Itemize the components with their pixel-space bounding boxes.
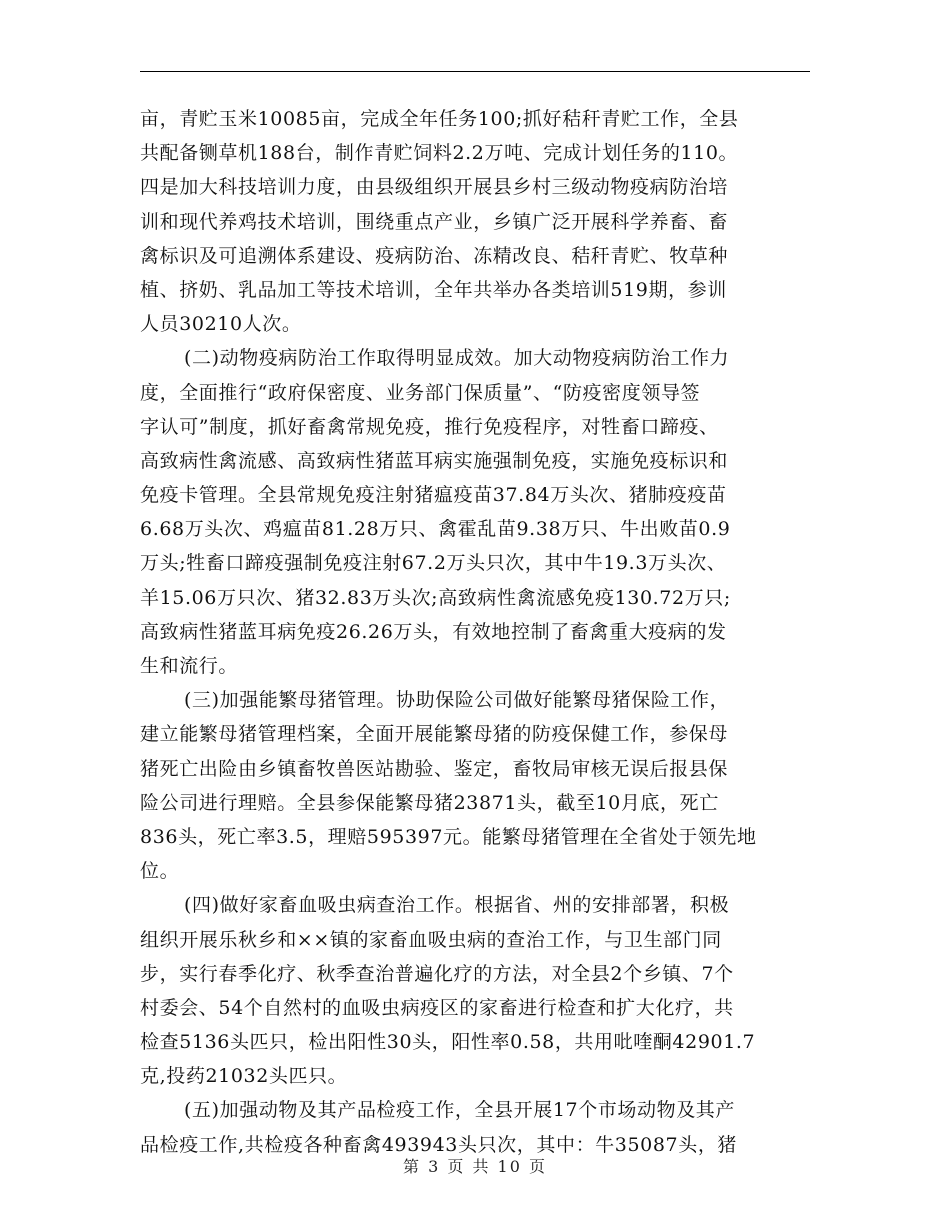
page-footer: 第 3 页 共 10 页 (403, 1157, 547, 1176)
text-line: 村委会、54个自然村的血吸虫病疫区的家畜进行检查和扩大化疗，共 (140, 996, 734, 1019)
text-line: 人员30210人次。 (140, 313, 302, 336)
body-text (140, 102, 810, 1162)
text-line: 禽标识及可追溯体系建设、疫病防治、冻精改良、秸秆青贮、牧草种 (140, 244, 729, 267)
text-line: 位。 (140, 860, 180, 883)
header-rule (140, 71, 810, 72)
text-line: 克,投药21032头匹只。 (140, 1065, 348, 1088)
text-line: 字认可”制度，抓好畜禽常规免疫，推行免疫程序，对牲畜口蹄疫、 (140, 415, 719, 438)
text-line: 6.68万头次、鸡瘟苗81.28万只、禽霍乱苗9.38万只、牛出败苗0.9 (140, 518, 731, 541)
paragraph-heading-4: (四)做好家畜血吸虫病查治工作。根据省、州的安排部署，积极 (184, 894, 730, 917)
text-line: 品检疫工作,共检疫各种畜禽493943头只次，其中：牛35087头，猪 (140, 1133, 738, 1156)
text-line: 836头，死亡率3.5，理赔595397元。能繁母猪管理在全省处于领先地 (140, 825, 757, 848)
text-line: 四是加大科技培训力度，由县级组织开展县乡村三级动物疫病防治培 (140, 176, 729, 199)
text-line: 植、挤奶、乳品加工等技术培训，全年共举办各类培训519期，参训 (140, 278, 727, 301)
text-line: 步，实行春季化疗、秋季查治普遍化疗的方法，对全县2个乡镇、7个 (140, 962, 734, 985)
text-line: 羊15.06万只次、猪32.83万头次;高致病性禽流感免疫130.72万只; (140, 586, 731, 609)
text-line: 生和流行。 (140, 655, 239, 677)
paragraph-heading-3: (三)加强能繁母猪管理。协助保险公司做好能繁母猪保险工作， (184, 689, 730, 712)
text-line: 免疫卡管理。全县常规免疫注射猪瘟疫苗37.84万头次、猪肺疫疫苗 (140, 484, 727, 507)
text-line: 高致病性猪蓝耳病免疫26.26万头，有效地控制了畜禽重大疫病的发 (140, 620, 727, 643)
text-line: 训和现代养鸡技术培训，围绕重点产业，乡镇广泛开展科学养畜、畜 (140, 210, 729, 233)
text-line: 共配备铡草机188台，制作青贮饲料2.2万吨、完成计划任务的110。 (140, 142, 739, 165)
text-line: 险公司进行理赔。全县参保能繁母猪23871头，截至10月底，死亡 (140, 791, 719, 814)
text-line: 组织开展乐秋乡和××镇的家畜血吸虫病的查治工作，与卫生部门同 (140, 928, 722, 951)
text-line: 检查5136头匹只，检出阳性30头，阳性率0.58，共用吡喹酮42901.7 (140, 1031, 756, 1054)
paragraph-heading-5: (五)加强动物及其产品检疫工作，全县开展17个市场动物及其产 (184, 1099, 736, 1122)
text-line: 猪死亡出险由乡镇畜牧兽医站勘验、鉴定，畜牧局审核无误后报县保 (140, 757, 729, 780)
text-line: 万头;牲畜口蹄疫强制免疫注射67.2万头只次，其中牛19.3万头次、 (140, 552, 727, 575)
paragraph-heading-2: (二)动物疫病防治工作取得明显成效。加大动物疫病防治工作力 (184, 347, 730, 370)
text-line: 建立能繁母猪管理档案，全面开展能繁母猪的防疫保健工作，参保母 (140, 723, 729, 746)
text-line: 度，全面推行“政府保密度、业务部门保质量”、“防疫密度领导签 (140, 381, 701, 404)
text-line: 亩，青贮玉米10085亩，完成全年任务100;抓好秸秆青贮工作，全县 (140, 108, 739, 130)
text-line: 高致病性禽流感、高致病性猪蓝耳病实施强制免疫，实施免疫标识和 (140, 449, 729, 472)
